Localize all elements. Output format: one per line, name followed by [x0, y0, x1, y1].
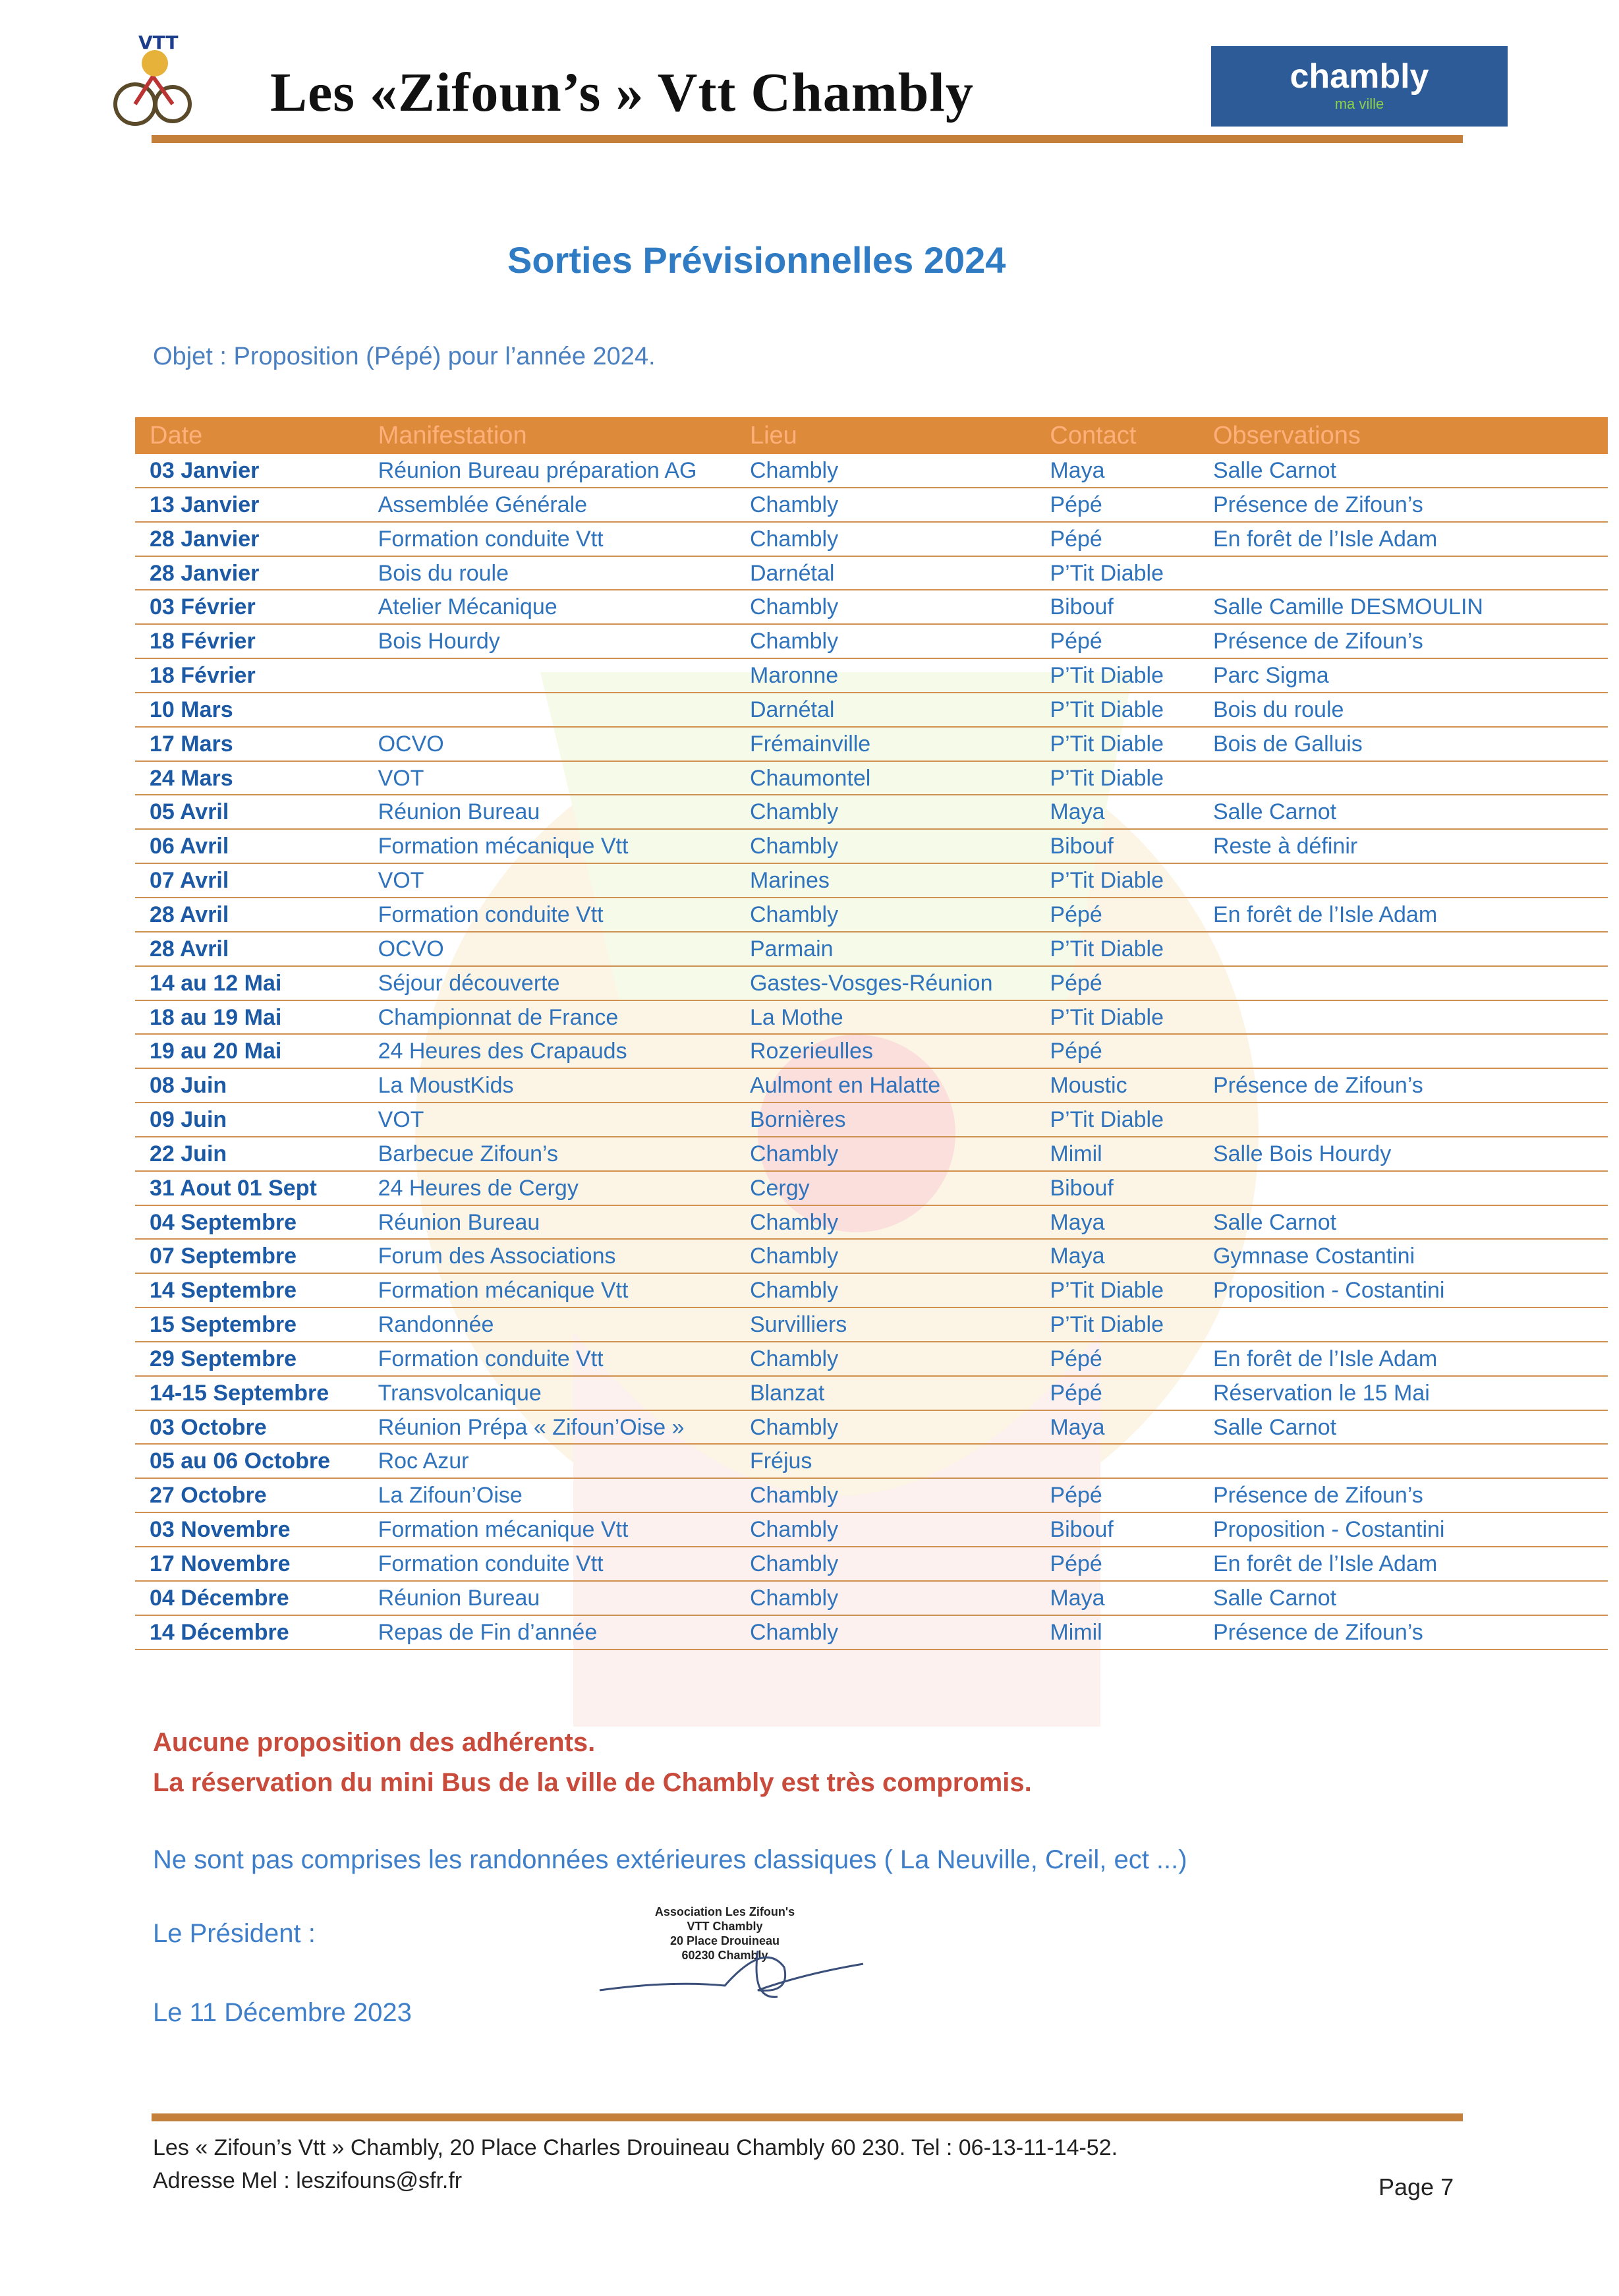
table-row [135, 1547, 1608, 1582]
table-row [135, 830, 1608, 864]
cell-manifestation: Réunion Bureau [378, 1585, 540, 1611]
president-label: Le Président : [153, 1919, 316, 1948]
cell-date: 24 Mars [150, 765, 233, 791]
table-row [135, 693, 1608, 728]
table-row [135, 659, 1608, 693]
cell-contact: Bibouf [1050, 1517, 1114, 1543]
cell-contact: Bibouf [1050, 1175, 1114, 1201]
cell-contact: P’Tit Diable [1050, 1004, 1164, 1030]
table-row [135, 1172, 1608, 1206]
cell-contact [1050, 1445, 1213, 1478]
cell-date: 06 Avril [150, 834, 229, 859]
table-row [135, 1377, 1608, 1411]
table-row [135, 1001, 1608, 1035]
cell-contact: Moustic [1050, 1073, 1127, 1099]
cell-observations: Gymnase Costantini [1212, 1244, 1415, 1269]
stamp-line: VTT Chambly [687, 1920, 763, 1933]
cell-lieu: Chambly [749, 834, 839, 859]
cell-lieu: Chambly [749, 629, 839, 654]
cell-observations: Présence de Zifoun’s [1212, 492, 1423, 517]
cell-observations: Salle Carnot [1212, 1585, 1337, 1611]
cell-lieu: Chambly [749, 594, 839, 620]
events-table [135, 417, 1608, 1650]
cell-contact: P’Tit Diable [1050, 1312, 1164, 1338]
object-line: Objet : Proposition (Pépé) pour l’année 2024. [153, 343, 656, 370]
cell-lieu: Chambly [749, 1141, 839, 1166]
cell-lieu: Parmain [749, 936, 834, 961]
cell-observations: Réservation le 15 Mai [1212, 1380, 1430, 1406]
cell-date: 05 Avril [150, 799, 229, 825]
cell-contact: P’Tit Diable [1050, 731, 1164, 757]
table-header [135, 417, 1608, 454]
cell-observations: Proposition - Costantini [1212, 1517, 1445, 1543]
cell-observations: Présence de Zifoun’s [1212, 1073, 1423, 1099]
stamp-line: Association Les Zifoun's [654, 1905, 795, 1918]
table-row [135, 1274, 1608, 1308]
cell-contact: Pépé [1050, 1346, 1102, 1371]
note-no-proposals: Aucune proposition des adhérents. [153, 1728, 596, 1757]
table-row [135, 967, 1608, 1001]
column-header-contact: Contact [1050, 422, 1137, 449]
cell-contact: Pépé [1050, 629, 1102, 654]
cell-lieu: Chambly [749, 1483, 839, 1508]
column-header-manifestation: Manifestation [378, 422, 527, 449]
cell-lieu: Darnétal [749, 560, 835, 586]
document-title: Les «Zifoun’s » Vtt Chambly [270, 62, 974, 123]
vtt-club-logo-icon [99, 33, 198, 132]
cell-contact: Bibouf [1050, 594, 1114, 620]
cell-lieu: Chambly [749, 458, 839, 483]
cell-lieu: Chambly [749, 1346, 839, 1371]
cell-observations: Parc Sigma [1212, 663, 1329, 689]
cell-lieu: Chaumontel [749, 765, 871, 791]
cell-manifestation: La Zifoun’Oise [378, 1483, 523, 1508]
table-row [135, 933, 1608, 967]
cell-observations [1213, 762, 1608, 795]
cell-date: 10 Mars [150, 697, 233, 722]
cell-date: 28 Avril [150, 902, 229, 927]
city-logo-name: chambly [1290, 57, 1429, 96]
cell-observations: En forêt de l’Isle Adam [1212, 1346, 1438, 1371]
table-row [135, 1308, 1608, 1342]
cell-date: 28 Janvier [150, 560, 260, 586]
cell-lieu: Bornières [749, 1107, 846, 1133]
cell-observations: Bois de Galluis [1212, 731, 1363, 757]
cell-contact: Maya [1050, 799, 1105, 825]
cell-manifestation: Randonnée [378, 1312, 494, 1338]
cell-lieu: Chambly [749, 1551, 839, 1576]
cell-lieu: Chambly [749, 1209, 839, 1235]
table-row [135, 1616, 1608, 1650]
cell-lieu: Survilliers [749, 1312, 847, 1338]
cell-lieu: Chambly [749, 1414, 839, 1440]
cell-date: 14 Septembre [150, 1278, 297, 1304]
cell-manifestation: Repas de Fin d’année [378, 1619, 598, 1645]
table-row [135, 625, 1608, 659]
cell-manifestation: Atelier Mécanique [378, 594, 557, 620]
cell-observations: Présence de Zifoun’s [1212, 1619, 1423, 1645]
cell-manifestation [378, 693, 750, 726]
cell-observations [1213, 933, 1608, 965]
cell-manifestation: Séjour découverte [378, 970, 560, 996]
footer-email: Adresse Mel : leszifouns@sfr.fr [153, 2168, 463, 2193]
cell-manifestation: La MoustKids [378, 1073, 514, 1099]
cell-date: 28 Avril [150, 936, 229, 961]
cell-manifestation: Forum des Associations [378, 1244, 616, 1269]
cell-observations: Salle Carnot [1212, 458, 1337, 483]
cell-date: 07 Avril [150, 868, 229, 894]
cell-observations [1213, 1308, 1608, 1341]
cell-observations [1213, 1172, 1608, 1205]
table-row [135, 454, 1608, 488]
column-header-date: Date [150, 422, 203, 449]
cell-lieu: Maronne [749, 663, 839, 689]
cell-contact: P’Tit Diable [1050, 1278, 1164, 1304]
cell-lieu: Frémainville [749, 731, 871, 757]
cell-contact: Mimil [1050, 1619, 1102, 1645]
cell-manifestation: Formation conduite Vtt [378, 526, 604, 552]
cell-contact: Pépé [1050, 492, 1102, 517]
table-row [135, 762, 1608, 796]
cell-contact: Maya [1050, 1414, 1105, 1440]
cell-date: 22 Juin [150, 1141, 227, 1166]
cell-observations [1213, 557, 1608, 590]
signature-date: Le 11 Décembre 2023 [153, 1998, 412, 2027]
cell-contact: P’Tit Diable [1050, 765, 1164, 791]
cell-date: 09 Juin [150, 1107, 227, 1133]
cell-contact: Maya [1050, 1585, 1105, 1611]
cell-date: 03 Janvier [150, 458, 260, 483]
table-row [135, 590, 1608, 625]
table-row [135, 1513, 1608, 1547]
cell-manifestation: OCVO [378, 936, 444, 961]
cell-manifestation: 24 Heures des Crapauds [378, 1039, 627, 1064]
table-row [135, 1069, 1608, 1103]
note-minibus: La réservation du mini Bus de la ville de Chambly est très compromis. [153, 1768, 1032, 1797]
table-row [135, 1206, 1608, 1240]
cell-contact: P’Tit Diable [1050, 560, 1164, 586]
cell-observations [1213, 1001, 1608, 1034]
cell-lieu: Fréjus [749, 1449, 812, 1474]
table-row [135, 1445, 1608, 1479]
cell-manifestation: Réunion Bureau [378, 1209, 540, 1235]
cell-date: 28 Janvier [150, 526, 260, 552]
cell-manifestation: Formation mécanique Vtt [378, 834, 629, 859]
chambly-city-logo [1211, 46, 1508, 127]
cell-contact: Pépé [1050, 1483, 1102, 1508]
cell-contact: Maya [1050, 1209, 1105, 1235]
cell-date: 19 au 20 Mai [150, 1039, 282, 1064]
cell-lieu: La Mothe [749, 1004, 843, 1030]
cell-lieu: Darnétal [749, 697, 835, 722]
cell-manifestation: Formation mécanique Vtt [378, 1517, 629, 1543]
cell-manifestation: Championnat de France [378, 1004, 619, 1030]
vtt-logo-text: VTT [138, 33, 179, 53]
cell-date: 14 Décembre [150, 1619, 289, 1645]
cell-manifestation: Formation conduite Vtt [378, 1346, 604, 1371]
cell-manifestation: Bois Hourdy [378, 629, 500, 654]
cell-observations: Bois du roule [1212, 697, 1344, 722]
cell-date: 29 Septembre [150, 1346, 297, 1371]
cell-date: 14-15 Septembre [150, 1380, 329, 1406]
cell-manifestation: VOT [378, 1107, 424, 1133]
cell-manifestation: OCVO [378, 731, 444, 757]
table-row [135, 1342, 1608, 1377]
table-row [135, 1035, 1608, 1069]
cell-manifestation: Réunion Bureau préparation AG [378, 458, 697, 483]
cell-date: 31 Aout 01 Sept [150, 1175, 317, 1201]
cell-date: 18 Février [150, 663, 256, 689]
cell-lieu: Chambly [749, 1244, 839, 1269]
cell-manifestation: Formation conduite Vtt [378, 1551, 604, 1576]
cell-date: 08 Juin [150, 1073, 227, 1099]
cell-observations: Présence de Zifoun’s [1212, 629, 1423, 654]
cell-manifestation: VOT [378, 765, 424, 791]
cell-date: 07 Septembre [150, 1244, 297, 1269]
cell-observations [1213, 1445, 1608, 1478]
cell-manifestation: Barbecue Zifoun’s [378, 1141, 558, 1166]
section-title: Sorties Prévisionnelles 2024 [507, 239, 1006, 281]
cell-date: 05 au 06 Octobre [150, 1449, 331, 1474]
cell-date: 03 Février [150, 594, 256, 620]
cell-observations: Proposition - Costantini [1212, 1278, 1445, 1304]
cell-lieu: Chambly [749, 1585, 839, 1611]
cell-lieu: Chambly [749, 1619, 839, 1645]
cell-observations: Présence de Zifoun’s [1212, 1483, 1423, 1508]
cell-contact: Pépé [1050, 1551, 1102, 1576]
cell-observations: En forêt de l’Isle Adam [1212, 1551, 1438, 1576]
cell-observations: Salle Bois Hourdy [1212, 1141, 1392, 1166]
cell-contact: P’Tit Diable [1050, 868, 1164, 894]
cell-observations [1213, 1103, 1608, 1136]
cell-contact: Maya [1050, 458, 1105, 483]
table-row [135, 898, 1608, 933]
page-number: Page 7 [1378, 2173, 1454, 2200]
cell-date: 27 Octobre [150, 1483, 267, 1508]
cell-date: 17 Mars [150, 731, 233, 757]
cell-manifestation: Transvolcanique [378, 1380, 542, 1406]
cell-lieu: Chambly [749, 799, 839, 825]
cell-observations: Reste à définir [1212, 834, 1358, 859]
cell-date: 14 au 12 Mai [150, 970, 282, 996]
cell-manifestation: Formation conduite Vtt [378, 902, 604, 927]
table-body [135, 454, 1608, 1650]
cell-lieu: Chambly [749, 492, 839, 517]
cell-observations [1213, 864, 1608, 897]
column-header-observations: Observations [1212, 422, 1361, 449]
cell-contact: Pépé [1050, 1039, 1102, 1064]
cell-observations: Salle Camille DESMOULIN [1212, 594, 1483, 620]
cell-observations: Salle Carnot [1212, 799, 1337, 825]
cell-lieu: Chambly [749, 526, 839, 552]
cell-contact: Pépé [1050, 1380, 1102, 1406]
table-row [135, 557, 1608, 591]
cell-contact: P’Tit Diable [1050, 663, 1164, 689]
cell-date: 03 Octobre [150, 1414, 267, 1440]
cell-date: 13 Janvier [150, 492, 260, 517]
cell-manifestation: VOT [378, 868, 424, 894]
cell-date: 03 Novembre [150, 1517, 291, 1543]
cell-manifestation: Bois du roule [378, 560, 509, 586]
cell-observations: En forêt de l’Isle Adam [1212, 526, 1438, 552]
note-classic-rides: Ne sont pas comprises les randonnées extérieures classiques ( La Neuville, Creil, ect ...) [153, 1845, 1187, 1874]
cell-manifestation: Assemblée Générale [378, 492, 588, 517]
cell-date: 17 Novembre [150, 1551, 291, 1576]
city-logo-tagline: ma ville [1334, 96, 1384, 112]
cell-observations [1213, 967, 1608, 1000]
cell-lieu: Aulmont en Halatte [749, 1073, 941, 1099]
president-signature-icon [593, 1928, 870, 2007]
table-row [135, 1137, 1608, 1172]
cell-lieu: Blanzat [749, 1380, 825, 1406]
cell-lieu: Gastes-Vosges-Réunion [749, 970, 993, 996]
cell-manifestation: Roc Azur [378, 1449, 469, 1474]
table-row [135, 1103, 1608, 1137]
table-row [135, 728, 1608, 762]
cell-contact: Pépé [1050, 526, 1102, 552]
table-row [135, 864, 1608, 898]
column-header-lieu: Lieu [749, 422, 797, 449]
cell-contact: P’Tit Diable [1050, 936, 1164, 961]
cell-date: 15 Septembre [150, 1312, 297, 1338]
cell-contact: Bibouf [1050, 834, 1114, 859]
table-row [135, 1411, 1608, 1445]
table-row [135, 1240, 1608, 1274]
table-row [135, 523, 1608, 557]
cell-contact: P’Tit Diable [1050, 1107, 1164, 1133]
cell-observations [1213, 1035, 1608, 1068]
table-row [135, 1582, 1608, 1616]
cell-date: 18 au 19 Mai [150, 1004, 282, 1030]
cell-date: 18 Février [150, 629, 256, 654]
footer-address: Les « Zifoun’s Vtt » Chambly, 20 Place Charles Drouineau Chambly 60 230. Tel : 06-13-11-14-52. [153, 2135, 1118, 2160]
cell-lieu: Chambly [749, 1278, 839, 1304]
table-row [135, 488, 1608, 523]
stamp-line: 20 Place Drouineau [669, 1934, 780, 1947]
cell-lieu: Marines [749, 868, 830, 894]
cell-lieu: Rozerieulles [749, 1039, 874, 1064]
cell-lieu: Cergy [749, 1175, 810, 1201]
cell-contact: Pépé [1050, 902, 1102, 927]
table-row [135, 1479, 1608, 1513]
cell-observations: En forêt de l’Isle Adam [1212, 902, 1438, 927]
cell-lieu: Chambly [749, 1517, 839, 1543]
cell-contact: Pépé [1050, 970, 1102, 996]
cell-observations: Salle Carnot [1212, 1414, 1337, 1440]
cell-observations: Salle Carnot [1212, 1209, 1337, 1235]
table-row [135, 795, 1608, 830]
cell-manifestation: 24 Heures de Cergy [378, 1175, 579, 1201]
header-divider [152, 135, 1463, 143]
footer-divider [152, 2113, 1463, 2121]
cell-manifestation: Réunion Bureau [378, 799, 540, 825]
cell-date: 04 Septembre [150, 1209, 297, 1235]
cell-lieu: Chambly [749, 902, 839, 927]
cell-contact: P’Tit Diable [1050, 697, 1164, 722]
cell-date: 04 Décembre [150, 1585, 289, 1611]
stamp-line: 60230 Chambly [681, 1949, 768, 1962]
cell-manifestation [378, 659, 750, 692]
cell-contact: Maya [1050, 1244, 1105, 1269]
cell-contact: Mimil [1050, 1141, 1102, 1166]
cell-manifestation: Formation mécanique Vtt [378, 1278, 629, 1304]
cell-manifestation: Réunion Prépa « Zifoun’Oise » [378, 1414, 685, 1440]
